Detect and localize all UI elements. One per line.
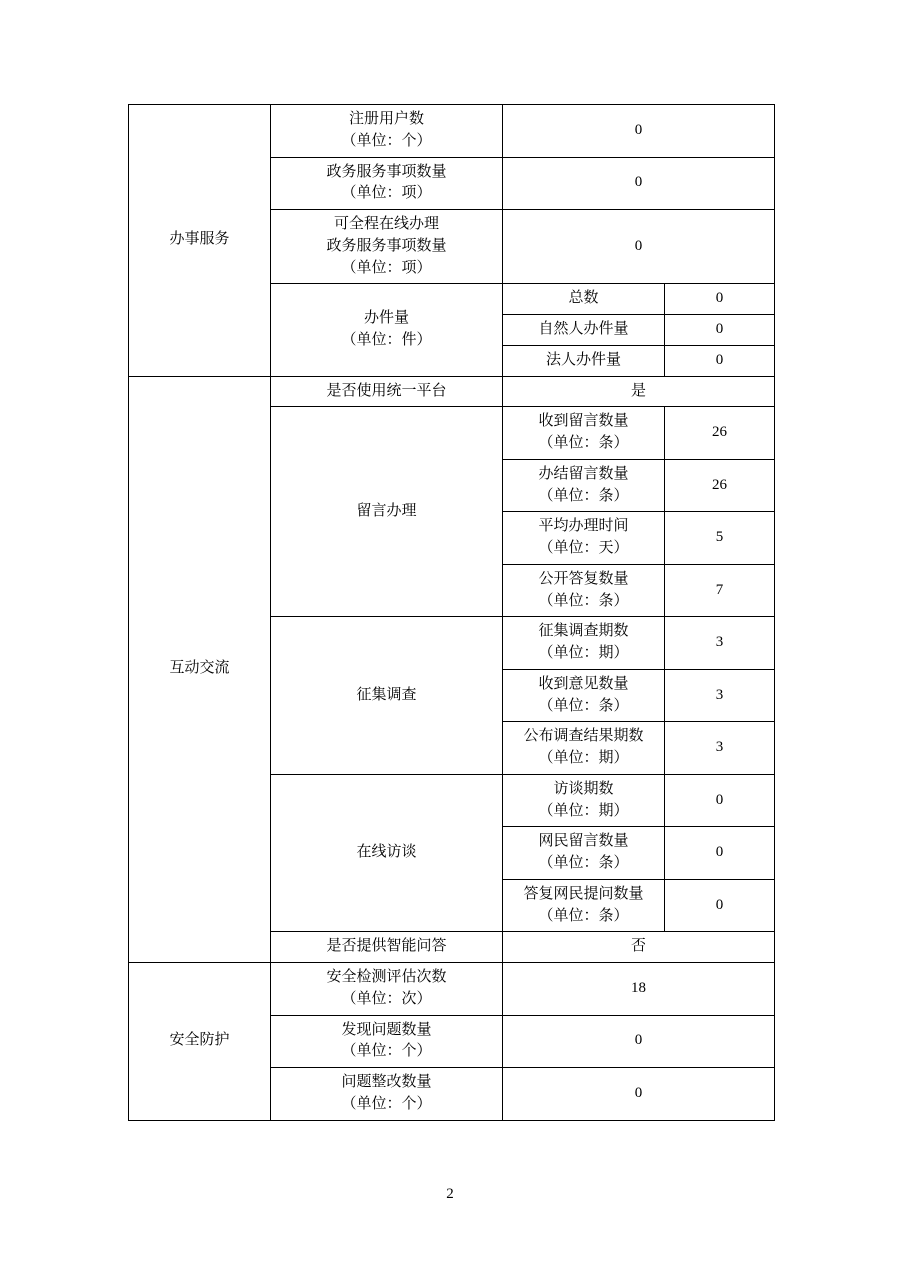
value-cell-issues-fixed: 0 xyxy=(503,1068,775,1121)
item-label-line3: （单位：项） xyxy=(341,259,432,276)
subitem-label-line1: 收到意见数量 xyxy=(538,675,629,692)
item-label-line1: 政务服务事项数量 xyxy=(326,163,447,180)
value-cell-public-replies: 7 xyxy=(665,564,775,617)
subitem-label-line1: 访谈期数 xyxy=(553,780,614,797)
subitem-label-interview-periods xyxy=(503,774,665,827)
subitem-label-line2: （单位：条） xyxy=(538,592,629,609)
subitem-label-line1: 收到留言数量 xyxy=(538,413,629,430)
subitem-label-messages-resolved xyxy=(503,459,665,512)
subitem-label-natural-person: 自然人办件量 xyxy=(503,315,665,346)
item-cell-survey-collection: 征集调查 xyxy=(271,617,503,775)
value-cell-unified-platform: 是 xyxy=(503,376,775,407)
value-cell-smart-qa: 否 xyxy=(503,932,775,963)
subitem-label-legal-person: 法人办件量 xyxy=(503,345,665,376)
item-label-line2: （单位：次） xyxy=(341,990,432,1007)
subitem-label-messages-received xyxy=(503,407,665,460)
value-cell-messages-received: 26 xyxy=(665,407,775,460)
subitem-label-netizen-replies xyxy=(503,879,665,932)
subitem-label-line2: （单位：条） xyxy=(538,435,629,451)
table-row xyxy=(129,376,775,407)
value-cell-registered-users: 0 xyxy=(503,105,775,158)
value-cell-case-legal-person: 0 xyxy=(665,345,775,376)
subitem-label-line2: （单位：期） xyxy=(538,802,629,819)
subitem-label-line1: 网民留言数量 xyxy=(538,833,629,850)
item-label-line2: （单位：项） xyxy=(341,185,432,202)
value-cell-survey-periods: 3 xyxy=(665,617,775,670)
subitem-label-line1: 征集调查期数 xyxy=(538,623,629,640)
category-cell-service: 办事服务 xyxy=(129,105,271,377)
subitem-label-line2: （单位：期） xyxy=(538,750,629,766)
subitem-label-total: 总数 xyxy=(503,284,665,315)
item-cell-smart-qa: 是否提供智能问答 xyxy=(271,932,503,963)
item-label-line1: 发现问题数量 xyxy=(341,1021,432,1038)
subitem-label-line2: （单位：条） xyxy=(538,487,629,504)
value-cell-published-results: 3 xyxy=(665,722,775,775)
item-label-line1: 办件量 xyxy=(363,310,409,327)
item-label-line1: 安全检测评估次数 xyxy=(326,969,447,985)
item-cell-registered-users xyxy=(271,105,503,158)
subitem-label-line2: （单位：天） xyxy=(538,540,629,556)
subitem-label-average-handling-time xyxy=(503,512,665,565)
item-cell-online-service-items xyxy=(271,210,503,284)
value-cell-netizen-messages: 0 xyxy=(665,827,775,880)
subitem-label-line2: （单位：条） xyxy=(538,907,629,924)
item-cell-online-interview: 在线访谈 xyxy=(271,774,503,932)
value-cell-case-total: 0 xyxy=(665,284,775,315)
category-cell-interaction: 互动交流 xyxy=(129,376,271,963)
item-label-line2: 政务服务事项数量 xyxy=(326,237,447,254)
value-cell-netizen-replies: 0 xyxy=(665,879,775,932)
subitem-label-line2: （单位：条） xyxy=(538,697,629,714)
value-cell-case-natural-person: 0 xyxy=(665,315,775,346)
value-cell-messages-resolved: 26 xyxy=(665,459,775,512)
subitem-label-line1: 平均办理时间 xyxy=(538,518,629,535)
value-cell-issues-found: 0 xyxy=(503,1015,775,1068)
item-label-line1: 注册用户数 xyxy=(348,111,424,127)
item-cell-security-assessments xyxy=(271,963,503,1016)
subitem-label-line1: 答复网民提问数量 xyxy=(523,885,644,902)
item-cell-issues-found xyxy=(271,1015,503,1068)
category-cell-security: 安全防护 xyxy=(129,963,271,1121)
item-label-line1: 问题整改数量 xyxy=(341,1074,432,1090)
item-label-line2: （单位：件） xyxy=(341,331,432,348)
subitem-label-line2: （单位：期） xyxy=(538,645,629,661)
subitem-label-line1: 公布调查结果期数 xyxy=(523,728,644,745)
subitem-label-published-results xyxy=(503,722,665,775)
subitem-label-opinions-received xyxy=(503,669,665,722)
page-number: 2 xyxy=(446,1186,454,1202)
item-cell-service-items-count xyxy=(271,157,503,210)
value-cell-average-handling-time: 5 xyxy=(665,512,775,565)
table-row xyxy=(129,963,775,1016)
item-label-line2: （单位：个） xyxy=(341,132,432,149)
value-cell-security-assessments: 18 xyxy=(503,963,775,1016)
report-table-container xyxy=(128,104,774,1121)
value-cell-online-service-items: 0 xyxy=(503,210,775,284)
subitem-label-netizen-messages xyxy=(503,827,665,880)
subitem-label-line1: 公开答复数量 xyxy=(538,570,629,587)
value-cell-interview-periods: 0 xyxy=(665,774,775,827)
value-cell-opinions-received: 3 xyxy=(665,669,775,722)
subitem-label-line2: （单位：条） xyxy=(538,855,629,871)
item-cell-case-volume xyxy=(271,284,503,376)
item-label-line1: 可全程在线办理 xyxy=(333,216,439,232)
government-website-report-table xyxy=(128,104,775,1121)
table-row xyxy=(129,105,775,158)
value-cell-service-items-count: 0 xyxy=(503,157,775,210)
item-cell-issues-fixed xyxy=(271,1068,503,1121)
item-cell-unified-platform: 是否使用统一平台 xyxy=(271,376,503,407)
subitem-label-line1: 办结留言数量 xyxy=(538,465,629,482)
subitem-label-survey-periods xyxy=(503,617,665,670)
subitem-label-public-replies xyxy=(503,564,665,617)
item-cell-message-handling: 留言办理 xyxy=(271,407,503,617)
item-label-line2: （单位：个） xyxy=(341,1095,432,1112)
item-label-line2: （单位：个） xyxy=(341,1043,432,1060)
